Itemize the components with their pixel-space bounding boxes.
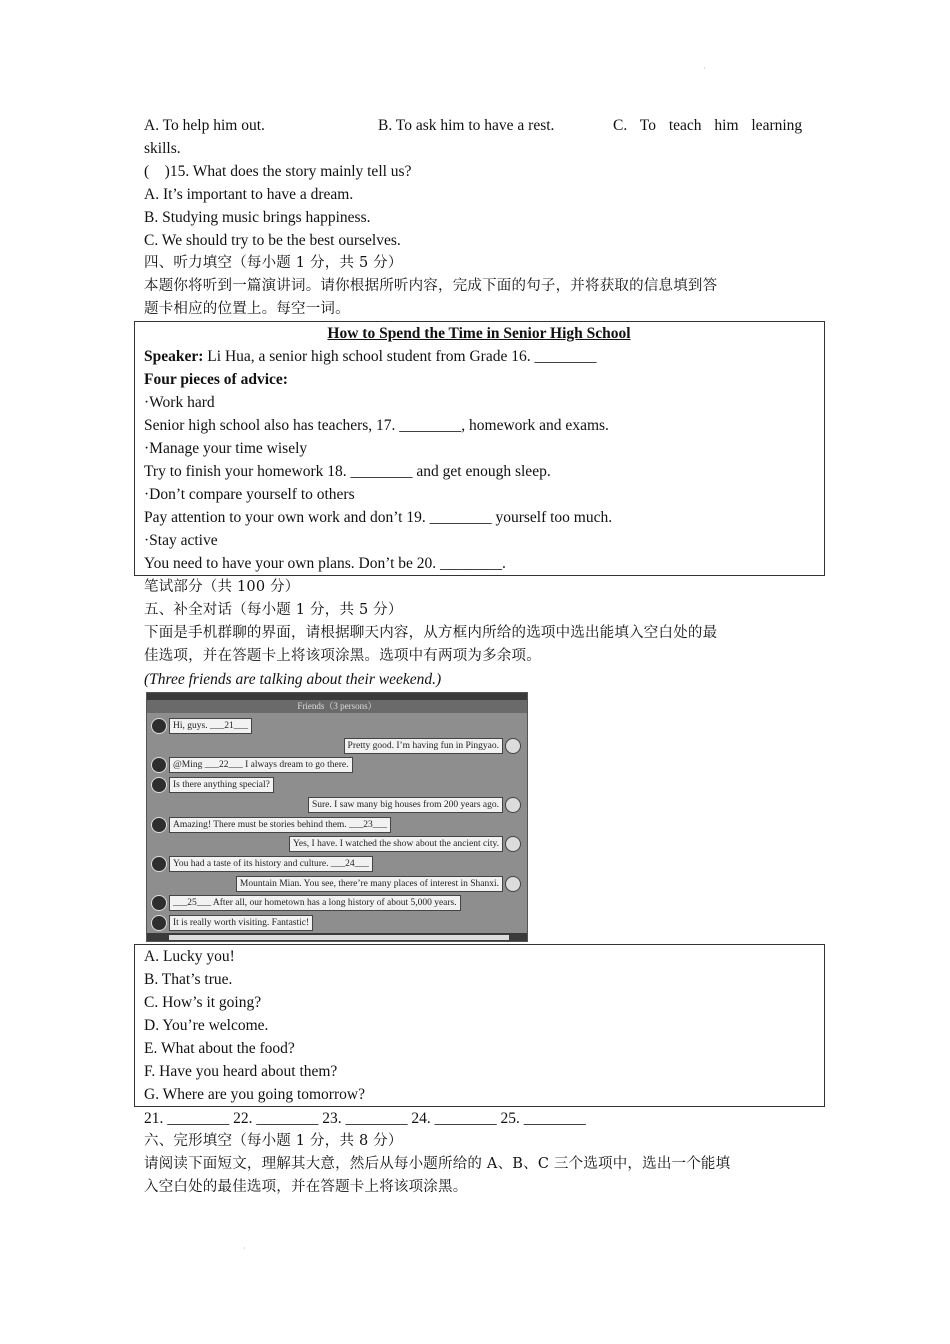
- section6-instruction-1: 请阅读下面短文，理解其大意，然后从每小题所给的 A、B、C 三个选项中，选出一个能填: [144, 1156, 731, 1172]
- avatar-icon: [151, 895, 167, 911]
- chat-status-bar: [147, 693, 527, 700]
- chat-bubble: Pretty good. I’m having fun in Pingyao.: [344, 738, 503, 754]
- listening-box: [134, 321, 825, 576]
- avatar-icon: [151, 718, 167, 734]
- written-part-heading: 笔试部分（共 100 分）: [144, 579, 300, 595]
- advice-line: Try to finish your homework 18. ________ and get enough sleep.: [144, 463, 551, 480]
- chat-message: [147, 737, 527, 755]
- speaker-line: [144, 345, 824, 368]
- avatar-icon: [151, 777, 167, 793]
- chat-bubble: Amazing! There must be stories behind them. ___23___: [169, 817, 391, 833]
- section4-instruction-2: 题卡相应的位置上。每空一词。: [144, 301, 350, 317]
- advice-line: ·Manage your time wisely: [144, 440, 308, 457]
- chat-bubble: Mountain Mian. You see, there’re many places of interest in Shanxi.: [236, 876, 503, 892]
- avatar-icon: [505, 797, 521, 813]
- avatar-icon: [505, 836, 521, 852]
- chat-screenshot: [146, 692, 528, 942]
- chat-message: [147, 717, 527, 735]
- chat-bubble: Hi, guys. ___21___: [169, 718, 252, 734]
- advice-line: Senior high school also has teachers, 17. ________, homework and exams.: [144, 417, 609, 434]
- advice-line: ·Work hard: [144, 394, 215, 411]
- page-dot-mark: ·: [703, 64, 706, 73]
- advice-line: Pay attention to your own work and don’t 19. ________ yourself too much.: [144, 509, 613, 526]
- option-item: G. Where are you going tomorrow?: [144, 1086, 365, 1103]
- chat-message: [147, 914, 527, 932]
- section5-context: (Three friends are talking about their weekend.): [144, 671, 442, 688]
- avatar-icon: [151, 757, 167, 773]
- section5-instruction-2: 佳选项，并在答题卡上将该项涂黑。选项中有两项为多余项。: [144, 648, 541, 664]
- chat-message: [147, 776, 527, 794]
- chat-message: [147, 756, 527, 774]
- chat-bubble: Yes, I have. I watched the show about the ancient city.: [289, 836, 503, 852]
- option-item: C. How’s it going?: [144, 994, 262, 1011]
- speaker-label: Speaker:: [144, 348, 204, 365]
- chat-message: [147, 796, 527, 814]
- q15-question: ( )15. What does the story mainly tell us?: [144, 163, 412, 180]
- chat-header: Friends（3 persons）: [147, 700, 527, 713]
- chat-bottom-bar: [147, 933, 527, 941]
- avatar-icon: [151, 817, 167, 833]
- option-item: D. You’re welcome.: [144, 1017, 269, 1034]
- q15-option-a: A. It’s important to have a dream.: [144, 186, 354, 203]
- chat-bubble: ___25___ After all, our hometown has a long history of about 5,000 years.: [169, 895, 461, 911]
- option-item: B. That’s true.: [144, 971, 233, 988]
- page-dot-mark-bottom: ·: [243, 1244, 246, 1253]
- option-item: A. Lucky you!: [144, 948, 235, 965]
- section5-instruction-1: 下面是手机群聊的界面，请根据聊天内容，从方框内所给的选项中选出能填入空白处的最: [144, 625, 718, 641]
- chat-bubble: You had a taste of its history and culture. ___24___: [169, 856, 373, 872]
- advice-line: You need to have your own plans. Don’t be 20. ________.: [144, 555, 506, 572]
- chat-bubble: Is there anything special?: [169, 777, 274, 793]
- options-box: [134, 944, 825, 1107]
- advice-heading: Four pieces of advice:: [144, 371, 288, 388]
- q14-option-c-cont: skills.: [144, 140, 181, 157]
- advice-line: ·Don’t compare yourself to others: [144, 486, 355, 503]
- avatar-icon: [151, 915, 167, 931]
- chat-message: [147, 875, 527, 893]
- section6-instruction-2: 入空白处的最佳选项，并在答题卡上将该项涂黑。: [144, 1179, 468, 1195]
- listening-title: How to Spend the Time in Senior High School: [327, 325, 631, 342]
- avatar-icon: [505, 876, 521, 892]
- q14-option-a: A. To help him out.: [144, 117, 265, 134]
- section6-heading: 六、完形填空（每小题 1 分，共 8 分）: [144, 1133, 403, 1149]
- speaker-text: Li Hua, a senior high school student from Grade 16. ________: [203, 348, 597, 365]
- q15-option-b: B. Studying music brings happiness.: [144, 209, 371, 226]
- option-item: E. What about the food?: [144, 1040, 295, 1057]
- chat-message: [147, 855, 527, 873]
- chat-bubble: It is really worth visiting. Fantastic!: [169, 915, 313, 931]
- section4-instruction-1: 本题你将听到一篇演讲词。请你根据所听内容，完成下面的句子，并将获取的信息填到答: [144, 278, 718, 294]
- section5-heading: 五、补全对话（每小题 1 分，共 5 分）: [144, 602, 403, 618]
- chat-message: [147, 894, 527, 912]
- chat-message: [147, 835, 527, 853]
- chat-input-bar: [169, 935, 509, 940]
- avatar-icon: [505, 738, 521, 754]
- advice-line: ·Stay active: [144, 532, 218, 549]
- chat-bubble: @Ming ___22___ I always dream to go there.: [169, 757, 353, 773]
- section4-heading: 四、听力填空（每小题 1 分，共 5 分）: [144, 255, 403, 271]
- chat-message: [147, 816, 527, 834]
- q14-options: [144, 114, 806, 137]
- q15-option-c: C. We should try to be the best ourselves.: [144, 232, 401, 249]
- answer-line: 21. ________ 22. ________ 23. ________ 24. ________ 25. ________: [144, 1110, 586, 1127]
- chat-bubble: Sure. I saw many big houses from 200 years ago.: [308, 797, 503, 813]
- q14-option-c: C. To teach him learning: [613, 117, 803, 134]
- option-item: F. Have you heard about them?: [144, 1063, 338, 1080]
- exam-page: [144, 114, 806, 1199]
- q14-option-b: B. To ask him to have a rest.: [378, 117, 555, 134]
- avatar-icon: [151, 856, 167, 872]
